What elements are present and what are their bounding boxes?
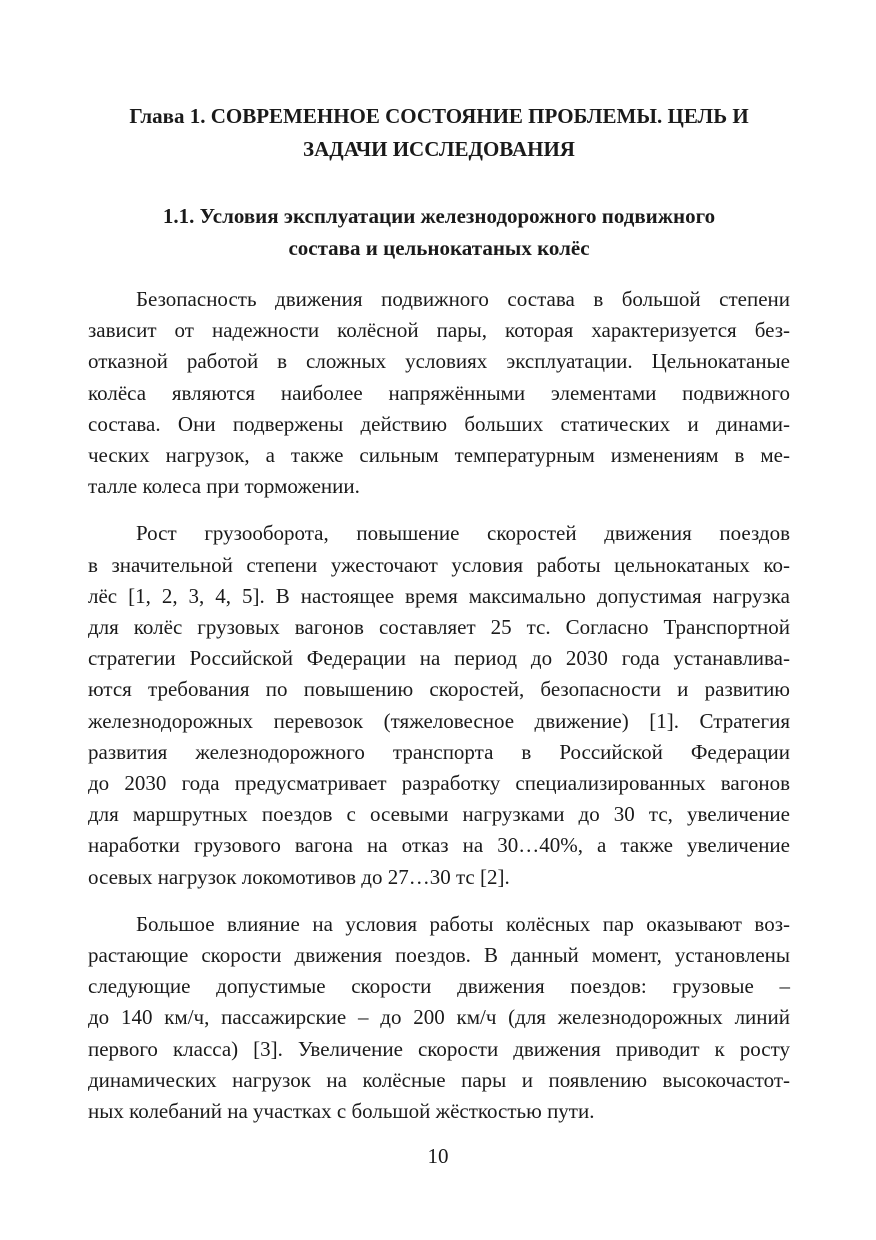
chapter-title-line-1: Глава 1. СОВРЕМЕННОЕ СОСТОЯНИЕ ПРОБЛЕМЫ. ЦЕЛЬ И <box>129 104 749 128</box>
paragraph-line: растающие скорости движения поездов. В данный момент, установлены <box>88 943 790 968</box>
paragraph-line: ческих нагрузок, а также сильным температурным изменениям в ме- <box>88 443 790 468</box>
section-title <box>88 200 790 264</box>
paragraph-line: осевых нагрузок локомотивов до 27…30 тс [2]. <box>88 864 510 889</box>
paragraph-line: наработки грузового вагона на отказ на 30…40%, а также увеличение <box>88 833 790 858</box>
paragraph-line: Безопасность движения подвижного состава в большой степени <box>136 287 790 311</box>
paragraph-line: ются требования по повышению скоростей, безопасности и развитию <box>88 677 790 702</box>
paragraph-line: Большое влияние на условия работы колёсных пар оказывают воз- <box>136 911 790 936</box>
page-number: 10 <box>427 1144 449 1168</box>
chapter-title <box>88 100 790 166</box>
page-body <box>88 100 790 1127</box>
paragraph-line: ных колебаний на участках с большой жёсткостью пути. <box>88 1099 595 1124</box>
paragraph-line: следующие допустимые скорости движения поездов: грузовые – <box>88 974 790 999</box>
section-title-line-1: 1.1. Условия эксплуатации железнодорожного подвижного <box>162 204 716 228</box>
paragraph-line: отказной работой в сложных условиях эксплуатации. Цельнокатаные <box>88 349 790 374</box>
paragraph-line: лёс [1, 2, 3, 4, 5]. В настоящее время максимально допустимая нагрузка <box>88 583 790 608</box>
paragraph-line: для маршрутных поездов с осевыми нагрузками до 30 тс, увеличение <box>88 802 790 827</box>
paragraph-line: состава. Они подвержены действию больших статических и динами- <box>88 411 790 436</box>
paragraph-line: динамических нагрузок на колёсные пары и появлению высокочастот- <box>88 1067 790 1092</box>
paragraph-1 <box>88 284 790 502</box>
paragraph-line: для колёс грузовых вагонов составляет 25 тс. Согласно Транспортной <box>88 615 790 640</box>
paragraph-line: до 2030 года предусматривает разработку специализированных вагонов <box>88 771 790 796</box>
paragraph-line: до 140 км/ч, пассажирские – до 200 км/ч (для железнодорожных линий <box>88 1005 790 1030</box>
paragraph-line: талле колеса при торможении. <box>88 474 360 499</box>
chapter-title-line-2: ЗАДАЧИ ИССЛЕДОВАНИЯ <box>303 137 575 161</box>
paragraph-line: первого класса) [3]. Увеличение скорости движения приводит к росту <box>88 1036 790 1061</box>
paragraph-2 <box>88 518 790 892</box>
paragraph-line: железнодорожных перевозок (тяжеловесное движение) [1]. Стратегия <box>88 708 790 733</box>
paragraph-line: колёса являются наиболее напряжёнными элементами подвижного <box>88 380 790 405</box>
paragraph-line: Рост грузооборота, повышение скоростей движения поездов <box>136 521 790 546</box>
paragraph-3 <box>88 909 790 1127</box>
paragraph-line: развития железнодорожного транспорта в Российской Федерации <box>88 739 790 764</box>
section-title-line-2: состава и цельнокатаных колёс <box>288 236 590 260</box>
paragraph-line: зависит от надежности колёсной пары, которая характеризуется без- <box>88 318 790 343</box>
paragraph-line: в значительной степени ужесточают условия работы цельнокатаных ко- <box>88 552 790 577</box>
paragraph-line: стратегии Российской Федерации на период до 2030 года устанавлива- <box>88 646 790 671</box>
